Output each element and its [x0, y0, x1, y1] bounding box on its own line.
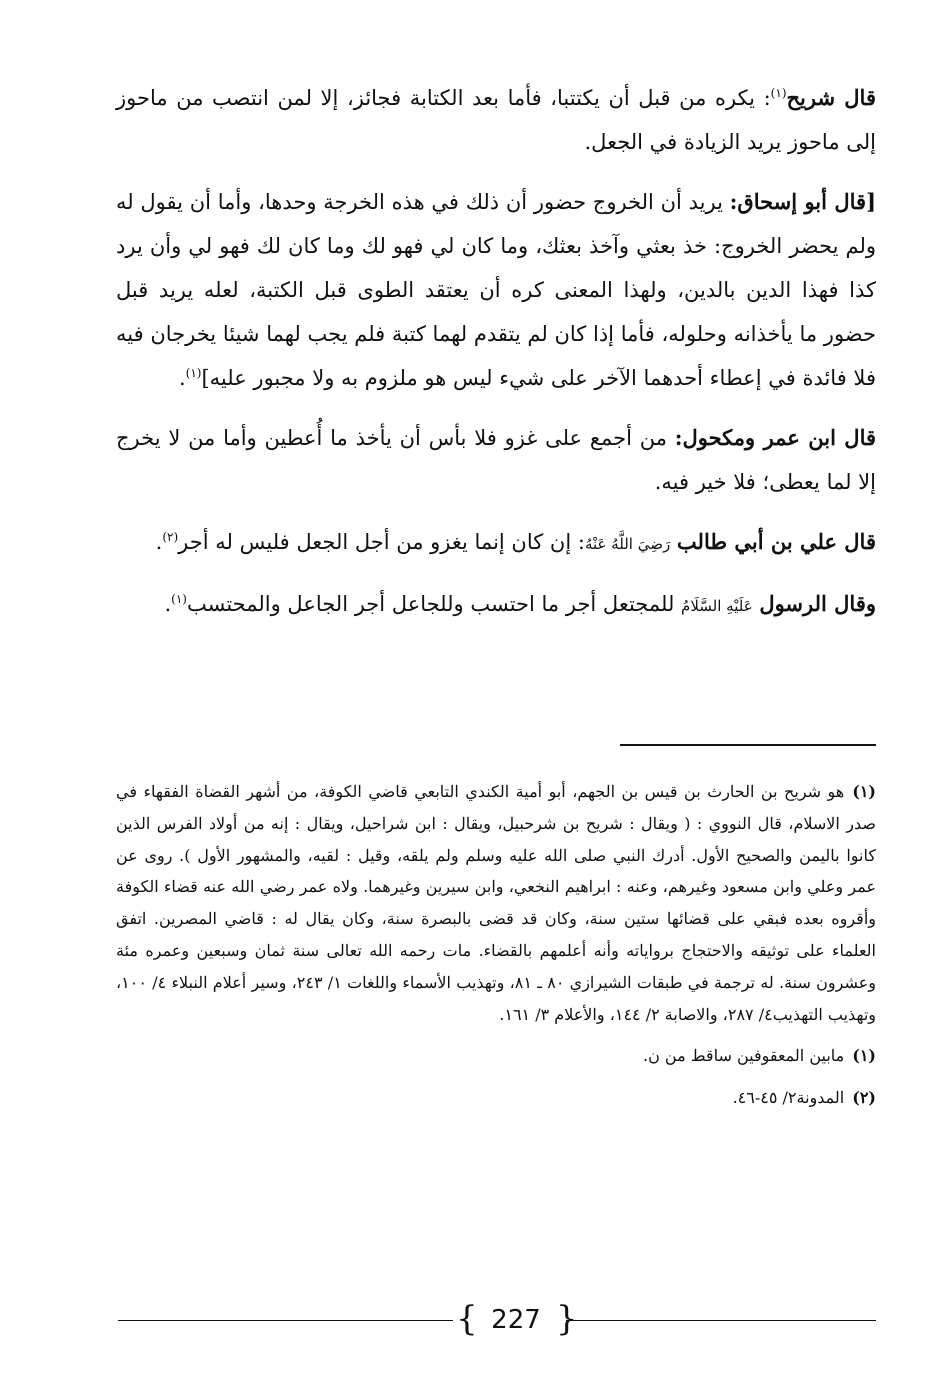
paragraph-text: : إن كان إنما يغزو من أجل الجعل فليس له أجر [178, 530, 585, 554]
footnote-number: (١) [852, 782, 876, 801]
speaker-name: قال ابن عمر ومكحول: [674, 425, 877, 450]
speaker-name: قال شريح [786, 85, 876, 110]
footnote-ref: (١) [185, 366, 202, 380]
open-bracket: [ [866, 189, 876, 214]
paragraph-ibn-umar [116, 416, 876, 504]
paragraph-end: . [155, 530, 163, 554]
footnote-ref: (٢) [162, 530, 179, 544]
paragraph-text: : يكره من قبل أن يكتتبا، فأما بعد الكتابة فجائز، إلا لمن انتصب من ماحوز إلى ماحوز يريد الزيادة في الجعل. [116, 86, 876, 154]
footnote-separator [620, 744, 876, 746]
speaker-name: قال علي بن أبي طالب [676, 529, 876, 554]
left-brace: { [456, 1299, 478, 1339]
footnote-ref: (١) [770, 86, 787, 100]
paragraph-ali [116, 520, 876, 566]
paragraph-end: . [178, 366, 186, 390]
right-brace: } [556, 1299, 578, 1339]
paragraph-shurayh [116, 76, 876, 164]
paragraph-abu-ishaq [116, 180, 876, 400]
paragraph-prophet [116, 582, 876, 628]
close-bracket: ] [201, 366, 210, 390]
footnote-number: (١) [852, 1046, 876, 1066]
page-footer [118, 1300, 876, 1340]
footnote-text: مابين المعقوفين ساقط من ن. [642, 1046, 845, 1066]
speaker-name: وقال الرسول [759, 591, 876, 616]
paragraph-text: يريد أن الخروج حضور أن ذلك في هذه الخرجة وحدها، وأما أن يقول له ولم يحضر الخروج: خذ بعثي وآخذ بعثك، وما كان لي فهو لك وما كان لك فهو لي وأن يرد كذا فهذا الدين بالدين، ولهذا المعنى كره أن يعتقد الطوى قبل الكتبة، لعله يريد قبل حضور ما يأخذانه وحلوله، فأما إذا كان لم يتقدم لهما كتبة فلم يجب لهما شيئا يخرجان فيه فلا فائدة في إعطاء أحدهما الآخر على شيء ليس هو ملزوم به ولا مجبور عليه [116, 190, 876, 390]
main-text [116, 76, 876, 644]
footer-rule [118, 1320, 453, 1321]
honorific-glyph: رَضِيَ اللَّهُ عَنْهُ [584, 535, 671, 553]
page-number: 227 [491, 1305, 541, 1335]
speaker-name: قال أبو إسحاق: [729, 189, 867, 214]
footnote [116, 1040, 876, 1072]
paragraph-text: للمجتعل أجر ما احتسب وللجاعل أجر الجاعل والمحتسب [186, 592, 682, 616]
footnote-ref: (١) [171, 592, 187, 606]
honorific-glyph: عَلَيْهِ السَّلَامُ [681, 597, 753, 615]
footnote [116, 1082, 876, 1114]
paragraph-end: . [164, 592, 172, 616]
footnote-text: هو شريح بن الحارث بن قيس بن الجهم، أبو أمية الكندي التابعي قاضي الكوفة، من أشهر القضاة الفقهاء في صدر الاسلام، قال النووي : ( ويقال : شريح بن شرحبيل، ويقال : ابن شراحيل، ويقال : إنه من أولاد الفرس الذين كانوا باليمن والصحيح الأول. أدرك النبي صلى الله عليه وسلم ولم يلقه، وقيل : لقيه، والمشهور الأول ). روى عن عمر وعلي وابن مسعود وغيرهم، وعنه : ابراهيم النخعي، وابن سيرين وغيرهما. ولاه عمر رضي الله عنه قضاء الكوفة وأقروه بعده فبقي على قضائها ستين سنة، وكان قد قضى بالبصرة سنة، وكان يقال له : قاضي المصرين. اتفق العلماء على توثيقه والاحتجاج برواياته وأنه أعلمهم بالقضاء. مات رحمه الله تعالى سنة ثمان وسبعين وعمره مئة وعشرون سنة. له ترجمة في طبقات الشيرازي ٨٠ ـ ٨١، وتهذيب الأسماء واللغات ١/ ٢٤٣، وسير أعلام النبلاء ٤/ ١٠٠، وتهذيب التهذيب٤/ ٢٨٧، والاصابة ٢/ ١٤٤، والأعلام ٣/ ١٦١. [116, 782, 877, 1024]
footnote [116, 776, 876, 1030]
footnote-number: (٢) [852, 1088, 876, 1108]
footnotes [116, 776, 876, 1114]
footer-rule [566, 1320, 876, 1321]
paragraph-text: من أجمع على غزو فلا بأس أن يأخذ ما أُعطين وأما من لا يخرج إلا لما يعطى؛ فلا خير فيه. [116, 426, 876, 494]
footnote-text: المدونة٢/ ٤٥-٤٦. [732, 1088, 845, 1108]
